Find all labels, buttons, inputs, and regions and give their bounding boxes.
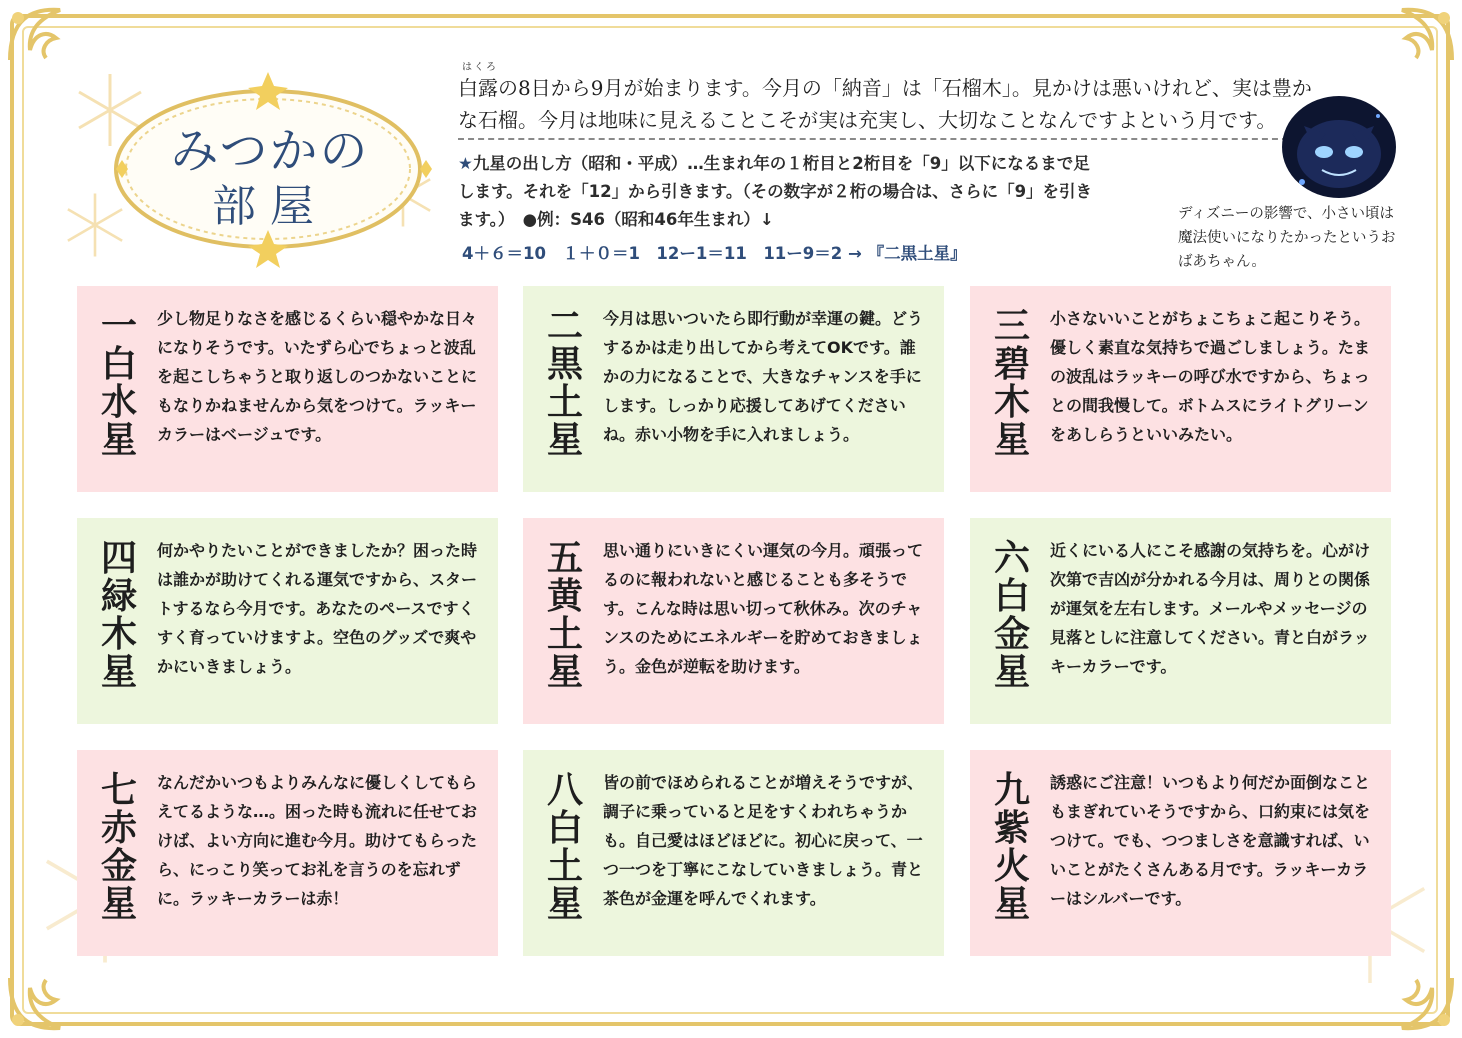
- star-name-char: 星: [993, 884, 1030, 925]
- star-name-char: 星: [993, 420, 1030, 461]
- fortune-text: 今月は思いついたら即行動が幸運の鍵。どうするかは走り出してから考えてOKです。誰かの力になることで、大きなチャンスを手にします。しっかり応援してあげてくださいね。赤い小物を手に入れましょう。: [603, 309, 924, 444]
- star-name-char: 黄: [546, 576, 583, 617]
- page-title-sub: 部屋: [212, 181, 328, 232]
- divider: [458, 138, 1288, 140]
- fortune-text: 皆の前でほめられることが増えそうですが、調子に乗っていると足をすくわれちゃうかも。自己愛はほどほどに。初心に戻って、一つ一つを丁寧にこなしていきましょう。青と茶色が金運を呼んでくれます。: [603, 773, 924, 908]
- star-name-char: 金: [993, 614, 1030, 655]
- fortune-card-5: [523, 518, 944, 724]
- furigana: はくろ: [462, 62, 498, 73]
- star-name-char: 星: [100, 884, 137, 925]
- photo-caption: ディズニーの影響で、小さい頃は魔法使いになりたかったというおばあちゃん。: [1178, 206, 1396, 270]
- star-name-char: 四: [100, 538, 137, 579]
- fortune-card-9: [970, 750, 1391, 956]
- star-name-char: 紫: [993, 808, 1030, 849]
- star-name: [543, 308, 587, 460]
- star-name-char: 星: [546, 652, 583, 693]
- star-name-char: 緑: [100, 576, 137, 617]
- fortune-card-8: [523, 750, 944, 956]
- star-name: [990, 772, 1034, 924]
- fortune-card-1: [77, 286, 498, 492]
- star-name-char: 土: [546, 614, 583, 655]
- fortune-text: 何かやりたいことができましたか？困った時は誰かが助けてくれる運気ですから、スタートするなら今月です。あなたのペースですくすく育っていけますよ。空色のグッズで爽やかにいきましょう。: [157, 541, 478, 676]
- star-name-char: 七: [100, 770, 137, 811]
- star-name-char: 九: [993, 770, 1030, 811]
- star-name-char: 星: [993, 652, 1030, 693]
- star-name: [990, 308, 1034, 460]
- star-name: [97, 540, 141, 692]
- fortune-card-7: [77, 750, 498, 956]
- star-name-char: 白: [546, 808, 583, 849]
- star-name-char: 八: [546, 770, 583, 811]
- star-name-char: 碧: [993, 344, 1030, 385]
- star-name-char: 三: [993, 306, 1030, 347]
- fortune-card-2: [523, 286, 944, 492]
- star-name-char: 土: [546, 382, 583, 423]
- star-name-char: 六: [993, 538, 1030, 579]
- star-name-char: 木: [100, 614, 137, 655]
- star-name-char: 木: [993, 382, 1030, 423]
- star-name-char: 金: [100, 846, 137, 887]
- star-name: [97, 772, 141, 924]
- fortune-text: なんだかいつもよりみんなに優しくしてもらえてるような…。困った時も流れに任せておけば、よい方向に進む今月。助けてもらったら、にっこり笑ってお礼を言うのを忘れずに。ラッキーカラーは赤！: [157, 773, 478, 908]
- star-name-char: 白: [100, 344, 137, 385]
- star-name-char: 火: [993, 846, 1030, 887]
- howto-body: 九星の出し方（昭和・平成）…生まれ年の１桁目と2桁目を「9」以下になるまで足します。それを「12」から引きます。（その数字が２桁の場合は、さらに「9」を引きます。） ●例：S46（昭和46年生まれ）↓: [458, 154, 1093, 229]
- fortune-text: 誘惑にご注意！いつもより何だか面倒なこともまぎれていそうですから、口約束には気をつけて。でも、つつましさを意識すれば、いいことがたくさんある月です。ラッキーカラーはシルバーです。: [1050, 773, 1371, 908]
- star-name-char: 白: [993, 576, 1030, 617]
- star-name-char: 星: [100, 420, 137, 461]
- star-name-char: 黒: [546, 344, 583, 385]
- fortune-text: 少し物足りなさを感じるくらい穏やかな日々になりそうです。いたずら心でちょっと波乱を起こしちゃうと取り返しのつかないことにもなりかねませんから気をつけて。ラッキーカラーはベージュです。: [157, 309, 478, 444]
- page-title: みつかの: [170, 123, 370, 179]
- fortune-card-3: [970, 286, 1391, 492]
- fortune-card-6: [970, 518, 1391, 724]
- star-name-char: 星: [100, 652, 137, 693]
- star-name-char: 土: [546, 846, 583, 887]
- star-name-char: 星: [546, 420, 583, 461]
- star-name: [990, 540, 1034, 692]
- star-icon: ★: [458, 154, 473, 173]
- star-name: [543, 772, 587, 924]
- howto-text: [458, 150, 1098, 234]
- star-name-char: 星: [546, 884, 583, 925]
- cat-photo: [1282, 96, 1396, 198]
- fortune-text: 思い通りにいきにくい運気の今月。頑張ってるのに報われないと感じることも多そうです。こんな時は思い切って秋休み。次のチャンスのためにエネルギーを貯めておきましょう。金色が逆転を助けます。: [603, 541, 924, 676]
- star-name-char: 五: [546, 538, 583, 579]
- formula-example: 4＋６＝10 １＋０＝1 12ー1＝11 11ー9＝2 → 『二黒土星』: [462, 244, 967, 263]
- star-name-char: 赤: [100, 808, 137, 849]
- star-name: [543, 540, 587, 692]
- fortune-card-4: [77, 518, 498, 724]
- star-name-char: 二: [546, 306, 583, 347]
- intro-text: 白露の8日から9月が始まります。今月の「納音」は「石榴木」。見かけは悪いけれど、実は豊かな石榴。今月は地味に見えることこそが実は充実し、大切なことなんですよという月です。: [458, 76, 1312, 132]
- star-name: [97, 308, 141, 460]
- fortune-text: 近くにいる人にこそ感謝の気持ちを。心がけ次第で吉凶が分かれる今月は、周りとの関係が運気を左右します。メールやメッセージの見落としに注意してください。青と白がラッキーカラーです。: [1050, 541, 1371, 676]
- star-name-char: 一: [100, 306, 137, 347]
- star-name-char: 水: [100, 382, 137, 423]
- fortune-text: 小さないいことがちょこちょこ起こりそう。優しく素直な気持ちで過ごしましょう。たまの波乱はラッキーの呼び水ですから、ちょっとの間我慢して。ボトムスにライトグリーンをあしらうといいみたい。: [1050, 309, 1371, 444]
